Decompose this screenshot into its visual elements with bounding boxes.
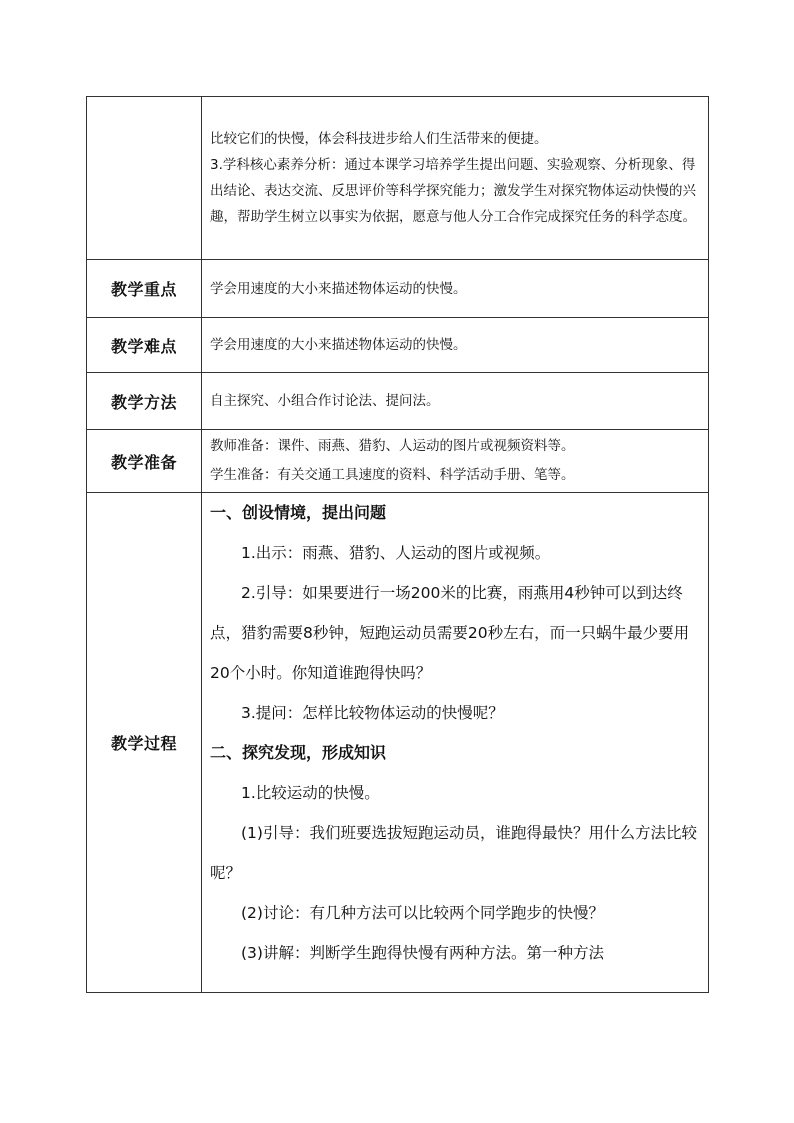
difficulties-row: [87, 318, 709, 373]
lesson-plan-table: [86, 96, 709, 993]
goals-content-cell: [202, 97, 709, 260]
methods-row: [87, 373, 709, 430]
process-step: 1.出示：雨燕、猎豹、人运动的图片或视频。: [241, 544, 551, 562]
student-preparation: 学生准备：有关交通工具速度的资料、科学活动手册、笔等。: [210, 467, 575, 483]
key-points-row: [87, 260, 709, 318]
section-title: 二、探究发现，形成知识: [210, 743, 387, 762]
methods-label: 教学方法: [87, 373, 202, 430]
preparation-row: [87, 430, 709, 493]
process-label: 教学过程: [87, 493, 202, 993]
process-step: 1.比较运动的快慢。: [241, 784, 380, 802]
process-content: [202, 493, 709, 993]
process-step: 2.引导：如果要进行一场200米的比赛，雨燕用4秒钟可以到达终点，猎豹需要8秒钟，短跑运动员需要20秒左右，而一只蜗牛最少要用20个小时。你知道谁跑得快吗？: [210, 584, 690, 682]
process-substep: (1)引导：我们班要选拔短跑运动员，谁跑得最快？用什么方法比较呢？: [210, 824, 697, 882]
process-step: 3.提问：怎样比较物体运动的快慢呢？: [241, 704, 504, 722]
goal-text: 3.学科核心素养分析：通过本课学习培养学生提出问题、实验观察、分析现象、得出结论、表达交流、反思评价等科学探究能力；激发学生对探究物体运动快慢的兴趣，帮助学生树立以事实为依据，愿意与他人分工合作完成探究任务的科学态度。: [210, 157, 696, 225]
process-substep: (2)讨论：有几种方法可以比较两个同学跑步的快慢？: [241, 904, 604, 922]
goals-row: [87, 97, 709, 260]
preparation-content: [202, 430, 709, 493]
key-points-label: 教学重点: [87, 260, 202, 318]
teacher-preparation: 教师准备：课件、雨燕、猎豹、人运动的图片或视频资料等。: [210, 438, 575, 454]
key-points-text: 学会用速度的大小来描述物体运动的快慢。: [202, 260, 709, 318]
difficulties-text: 学会用速度的大小来描述物体运动的快慢。: [202, 318, 709, 373]
process-row: [87, 493, 709, 993]
goal-text: 比较它们的快慢，体会科技进步给人们生活带来的便捷。: [210, 131, 548, 147]
methods-text: 自主探究、小组合作讨论法、提问法。: [202, 373, 709, 430]
process-substep: (3)讲解：判断学生跑得快慢有两种方法。第一种方法: [241, 944, 604, 962]
goals-label-cell: [87, 97, 202, 260]
difficulties-label: 教学难点: [87, 318, 202, 373]
preparation-label: 教学准备: [87, 430, 202, 493]
section-title: 一、创设情境，提出问题: [210, 503, 387, 522]
